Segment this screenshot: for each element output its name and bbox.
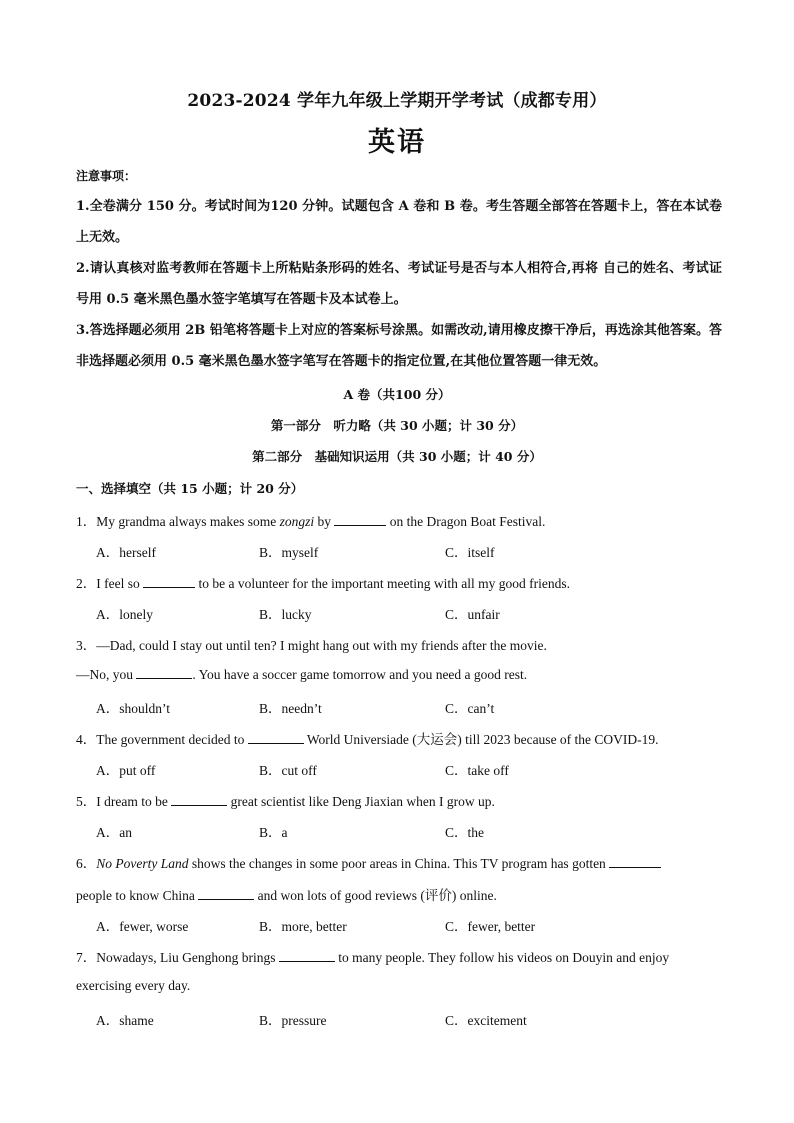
answer-blank[interactable] <box>136 666 192 679</box>
option-a[interactable]: A．fewer, worse <box>96 919 189 934</box>
answer-blank[interactable] <box>171 793 227 806</box>
question-3: 3．—Dad, could I stay out until ten? I might hang out with my friends after the movie. <box>76 638 547 653</box>
option-b[interactable]: B．pressure <box>259 1013 327 1028</box>
question-7-line2: exercising every day. <box>76 978 191 993</box>
answer-blank[interactable] <box>334 513 386 526</box>
option-c[interactable]: C．fewer, better <box>445 919 536 934</box>
answer-blank[interactable] <box>609 855 661 868</box>
section1-heading: 一、选择填空（共 15 小题；计 20 分） <box>76 481 304 496</box>
answer-blank[interactable] <box>198 887 254 900</box>
part1-heading: 第一部分 听力略（共 30 小题；计 30 分） <box>270 418 524 433</box>
option-c[interactable]: C．the <box>445 825 484 840</box>
option-a[interactable]: A．lonely <box>96 607 153 622</box>
question-5: 5．I dream to be great scientist like Deng Jiaxian when I grow up. <box>76 794 495 809</box>
option-a[interactable]: A．shouldn’t <box>96 701 171 716</box>
option-c[interactable]: C．can’t <box>445 701 495 716</box>
option-c[interactable]: C．excitement <box>445 1013 527 1028</box>
note-3: 3.答选择题必须用 2B 铅笔将答题卡上对应的答案标号涂黑。如需改动,请用橡皮擦干净后，再选涂其他答案。答非选择题必须用 0.5 毫米黑色墨水签字笔写在答题卡的指定位置,在其他位置答题一律无效。 <box>76 323 722 369</box>
part2-heading: 第二部分 基础知识运用（共 30 小题；计 40 分） <box>252 449 542 464</box>
question-7: 7．Nowadays, Liu Genghong brings to many people. They follow his videos on Douyin and enjoy <box>76 950 670 965</box>
note-2: 2.请认真核对监考教师在答题卡上所粘贴条形码的姓名、考试证号是否与本人相符合,再将 自己的姓名、考试证号用 0.5 毫米黑色墨水签字笔填写在答题卡及本试卷上。 <box>76 261 722 307</box>
option-a[interactable]: A．herself <box>96 545 156 560</box>
option-a[interactable]: A．shame <box>96 1013 154 1028</box>
option-c[interactable]: C．take off <box>445 763 509 778</box>
option-b[interactable]: B．myself <box>259 545 319 560</box>
option-a[interactable]: A．put off <box>96 763 156 778</box>
question-4: 4．The government decided to World Universiade (大运会) till 2023 because of the COVID-19. <box>76 732 659 747</box>
option-b[interactable]: B．a <box>259 825 288 840</box>
option-b[interactable]: B．needn’t <box>259 701 322 716</box>
answer-blank[interactable] <box>248 731 304 744</box>
option-b[interactable]: B．lucky <box>259 607 312 622</box>
option-b[interactable]: B．cut off <box>259 763 317 778</box>
question-1: 1．My grandma always makes some zongzi by on the Dragon Boat Festival. <box>76 514 546 529</box>
option-b[interactable]: B．more, better <box>259 919 347 934</box>
answer-blank[interactable] <box>279 949 335 962</box>
answer-blank[interactable] <box>143 575 195 588</box>
option-c[interactable]: C．itself <box>445 545 495 560</box>
option-c[interactable]: C．unfair <box>445 607 500 622</box>
volume-a-heading: A 卷（共100 分） <box>343 387 451 402</box>
exam-title: 2023-2024 学年九年级上学期开学考试（成都专用） <box>187 91 607 111</box>
question-3-reply: —No, you . You have a soccer game tomorrow and you need a good rest. <box>76 667 528 682</box>
option-a[interactable]: A．an <box>96 825 132 840</box>
question-6-line2: people to know China and won lots of good reviews (评价) online. <box>76 888 497 903</box>
note-1: 1.全卷满分 150 分。考试时间为120 分钟。试题包含 A 卷和 B 卷。考生答题全部答在答题卡上，答在本试卷上无效。 <box>76 199 722 245</box>
notes-heading: 注意事项： <box>76 169 137 183</box>
question-6: 6．No Poverty Land shows the changes in some poor areas in China. This TV program has gotten <box>76 852 726 872</box>
exam-subject: 英语 <box>368 127 426 158</box>
question-2: 2．I feel so to be a volunteer for the important meeting with all my good friends. <box>76 576 571 591</box>
